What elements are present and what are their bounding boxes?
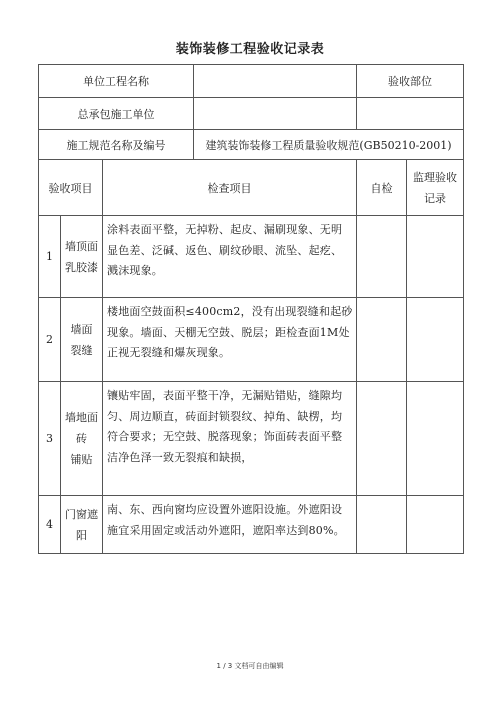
item-number: 1	[39, 216, 61, 298]
table-row	[39, 216, 464, 298]
item-self-check[interactable]	[357, 382, 407, 496]
column-supervisor	[407, 160, 464, 216]
item-supervisor-record[interactable]	[407, 298, 464, 382]
item-description: 镶贴牢固，表面平整干净，无漏贴错贴，缝隙均匀、周边顺直，砖面封锁裂纹、掉角、缺楞，均符合要求；无空鼓、脱落现象；饰面砖表面平整洁净色泽一致无裂痕和缺损，	[103, 382, 357, 496]
general-contractor-label: 总承包施工单位	[39, 98, 194, 130]
item-name-line: 墙面	[70, 322, 93, 336]
general-contractor-value[interactable]	[194, 98, 357, 130]
spec-label: 施工规范名称及编号	[39, 130, 194, 160]
header-row-unit-project	[39, 65, 464, 98]
item-name-line: 门窗遮	[65, 507, 98, 521]
item-name-line: 铺贴	[70, 453, 93, 466]
item-name-line: 乳胶漆	[65, 260, 98, 274]
item-name	[61, 216, 103, 298]
header-row-spec	[39, 130, 464, 160]
table-row	[39, 298, 464, 382]
column-supervisor-line2: 记录	[424, 191, 447, 205]
item-description: 楼地面空鼓面积≤400cm2，没有出现裂缝和起砂现象。墙面、天棚无空鼓、脱层；距检查面1M处正视无裂缝和爆灰现象。	[103, 298, 357, 382]
acceptance-record-table	[38, 64, 464, 554]
unit-project-value[interactable]	[194, 65, 357, 98]
item-name	[61, 382, 103, 496]
item-name-line: 裂缝	[70, 343, 93, 357]
item-supervisor-record[interactable]	[407, 382, 464, 496]
column-item: 验收项目	[39, 160, 103, 216]
acceptance-part-label: 验收部位	[357, 65, 464, 98]
item-description: 涂料表面平整，无掉粉、起皮、漏刷现象、无明显色差、泛碱、返色、刷纹砂眼、流坠、起疙、溅沫现象。	[103, 216, 357, 298]
table-row	[39, 496, 464, 554]
header-row-contractor	[39, 98, 464, 130]
spec-value: 建筑装饰装修工程质量验收规范(GB50210-2001)	[194, 130, 464, 160]
item-description: 南、东、西向窗均应设置外遮阳设施。外遮阳设施宜采用固定或活动外遮阳，遮阳率达到80%。	[103, 496, 357, 554]
item-name-line: 墙地面	[65, 411, 98, 424]
item-name	[61, 298, 103, 382]
column-supervisor-line1: 监理验收	[413, 170, 458, 184]
item-supervisor-record[interactable]	[407, 496, 464, 554]
unit-project-label: 单位工程名称	[39, 65, 194, 98]
item-number: 4	[39, 496, 61, 554]
item-number: 2	[39, 298, 61, 382]
item-number: 3	[39, 382, 61, 496]
item-self-check[interactable]	[357, 496, 407, 554]
item-name-line: 砖	[76, 432, 87, 445]
item-self-check[interactable]	[357, 216, 407, 298]
item-supervisor-record[interactable]	[407, 216, 464, 298]
column-header-row	[39, 160, 464, 216]
item-name-line: 阳	[76, 528, 87, 542]
table-row	[39, 382, 464, 496]
document-title: 装饰装修工程验收记录表	[175, 42, 325, 57]
item-name-line: 墙顶面	[65, 239, 98, 253]
item-self-check[interactable]	[357, 298, 407, 382]
item-name	[61, 496, 103, 554]
column-check: 检查项目	[103, 160, 357, 216]
page-footer: 1 / 3 文档可自由编辑	[216, 662, 284, 670]
acceptance-part-value[interactable]	[357, 98, 464, 130]
column-self-check: 自检	[357, 160, 407, 216]
